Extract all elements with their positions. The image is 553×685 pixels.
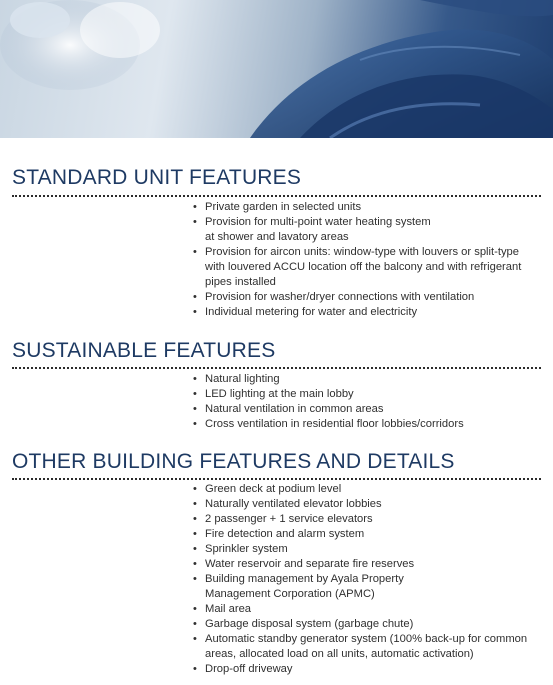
list-item: • Natural ventilation in common areas (193, 402, 464, 417)
list-item: • Cross ventilation in residential floor lobbies/corridors (193, 417, 464, 432)
feature-list (193, 372, 464, 432)
list-item: • Natural lighting (193, 372, 464, 387)
list-item: • Automatic standby generator system (100% back-up for common areas, allocated load on all units, automatic activation) (193, 632, 527, 662)
list-item: • Provision for aircon units: window-type with louvers or split-type with louvered ACCU location off the balcony and with refrigerant pipes installed (193, 245, 521, 290)
list-item: • Sprinkler system (193, 542, 527, 557)
list-item: • Provision for multi-point water heating system at shower and lavatory areas (193, 215, 521, 245)
list-item: • Garbage disposal system (garbage chute) (193, 617, 527, 632)
feature-list (193, 482, 527, 677)
list-item: • LED lighting at the main lobby (193, 387, 464, 402)
dotted-divider (12, 367, 541, 369)
dotted-divider (12, 195, 541, 197)
list-item: • Individual metering for water and electricity (193, 305, 521, 320)
list-item: • Provision for washer/dryer connections with ventilation (193, 290, 521, 305)
list-item: • Naturally ventilated elevator lobbies (193, 497, 527, 512)
section-heading: OTHER BUILDING FEATURES AND DETAILS (12, 450, 455, 473)
list-item: • Green deck at podium level (193, 482, 527, 497)
list-item: • 2 passenger + 1 service elevators (193, 512, 527, 527)
list-item: • Water reservoir and separate fire reserves (193, 557, 527, 572)
list-item: • Drop-off driveway (193, 662, 527, 677)
list-item: • Mail area (193, 602, 527, 617)
section-heading: SUSTAINABLE FEATURES (12, 339, 276, 362)
cushion-photo-graphic (0, 0, 553, 138)
dotted-divider (12, 478, 541, 480)
section-heading: STANDARD UNIT FEATURES (12, 166, 302, 189)
list-item: • Building management by Ayala Property Management Corporation (APMC) (193, 572, 527, 602)
list-item: • Fire detection and alarm system (193, 527, 527, 542)
hero-photo (0, 0, 553, 138)
feature-list (193, 200, 521, 320)
list-item: • Private garden in selected units (193, 200, 521, 215)
